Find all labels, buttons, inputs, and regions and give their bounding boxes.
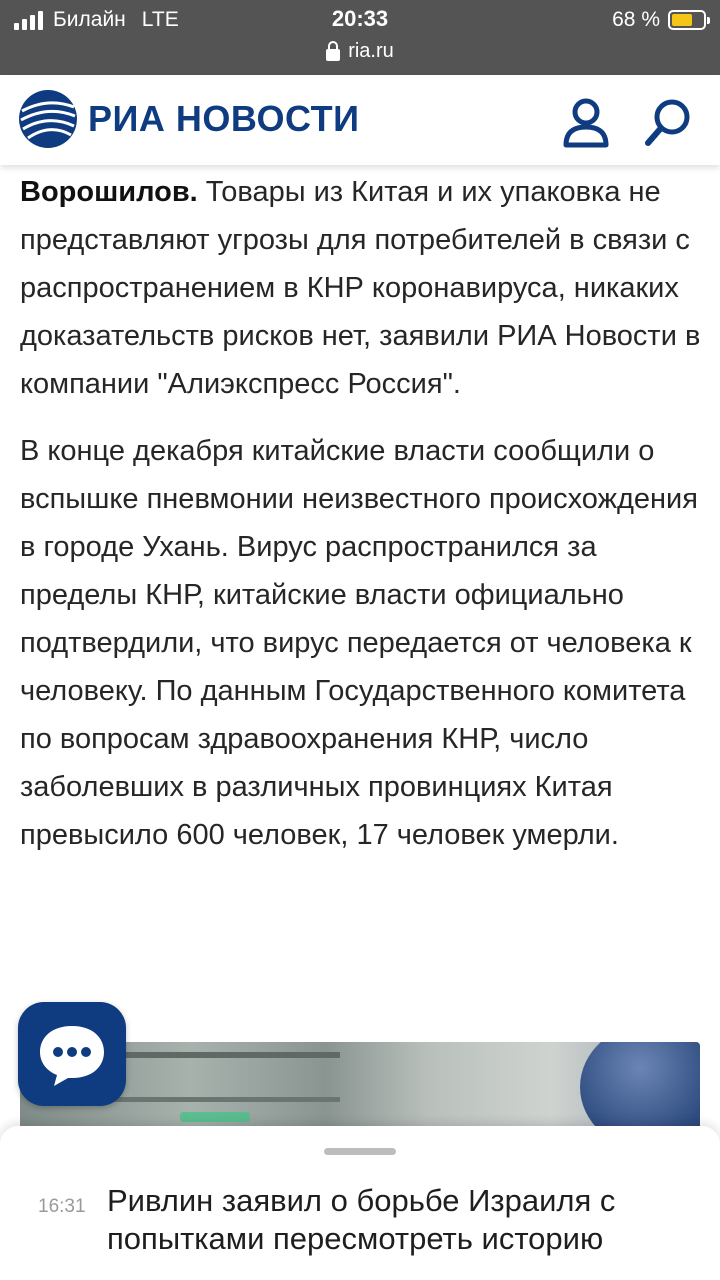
url-text: ria.ru [348, 40, 394, 62]
site-header [0, 75, 720, 165]
battery-icon [668, 10, 706, 30]
article-paragraph [20, 168, 710, 408]
news-time: 16:31 [38, 1196, 86, 1217]
photo-detail [180, 1112, 250, 1122]
clock: 20:33 [331, 6, 389, 31]
user-button[interactable] [558, 95, 614, 151]
article-body [20, 168, 710, 878]
paragraph-text: Товары из Китая и их упаковка не представляют угрозы для потребителей в связи с распространением в КНР коронавируса, никаких доказательств рисков нет, заявили РИА Новости в компании "Алиэкспресс Россия". [20, 176, 701, 400]
chat-bubble-icon [18, 1002, 126, 1106]
status-bar [0, 0, 720, 75]
news-headline[interactable]: Ривлин заявил о борьбе Израиля с попытками пересмотреть историю [107, 1183, 616, 1256]
status-right [612, 8, 706, 32]
logo-text: РИА НОВОСТИ [88, 98, 360, 139]
site-logo[interactable] [18, 89, 359, 149]
network-type: LTE [141, 8, 179, 31]
sheet-grabber[interactable] [324, 1148, 396, 1155]
address-bar[interactable] [0, 40, 720, 63]
search-button[interactable] [640, 95, 696, 151]
lock-icon [326, 49, 340, 61]
author-name: Ворошилов. [20, 176, 198, 208]
user-icon [558, 95, 614, 151]
ria-globe-icon [18, 89, 78, 149]
search-icon [640, 95, 696, 151]
chat-button[interactable] [18, 1002, 126, 1106]
carrier-name: Билайн [53, 8, 126, 31]
battery-percent: 68 % [612, 8, 660, 31]
battery-level [672, 14, 692, 26]
article-paragraph: В конце декабря китайские власти сообщили о вспышке пневмонии неизвестного происхождения в городе Ухань. Вирус распространился за пределы КНР, китайские власти официально подтвердили, что вирус передается от человека к человеку. По данным Государственного комитета по вопросам здравоохранения КНР, число заболевших в различных провинциях Китая превысило 600 человек, 17 человек умерли. [20, 435, 698, 851]
news-bottom-sheet[interactable] [0, 1126, 720, 1280]
